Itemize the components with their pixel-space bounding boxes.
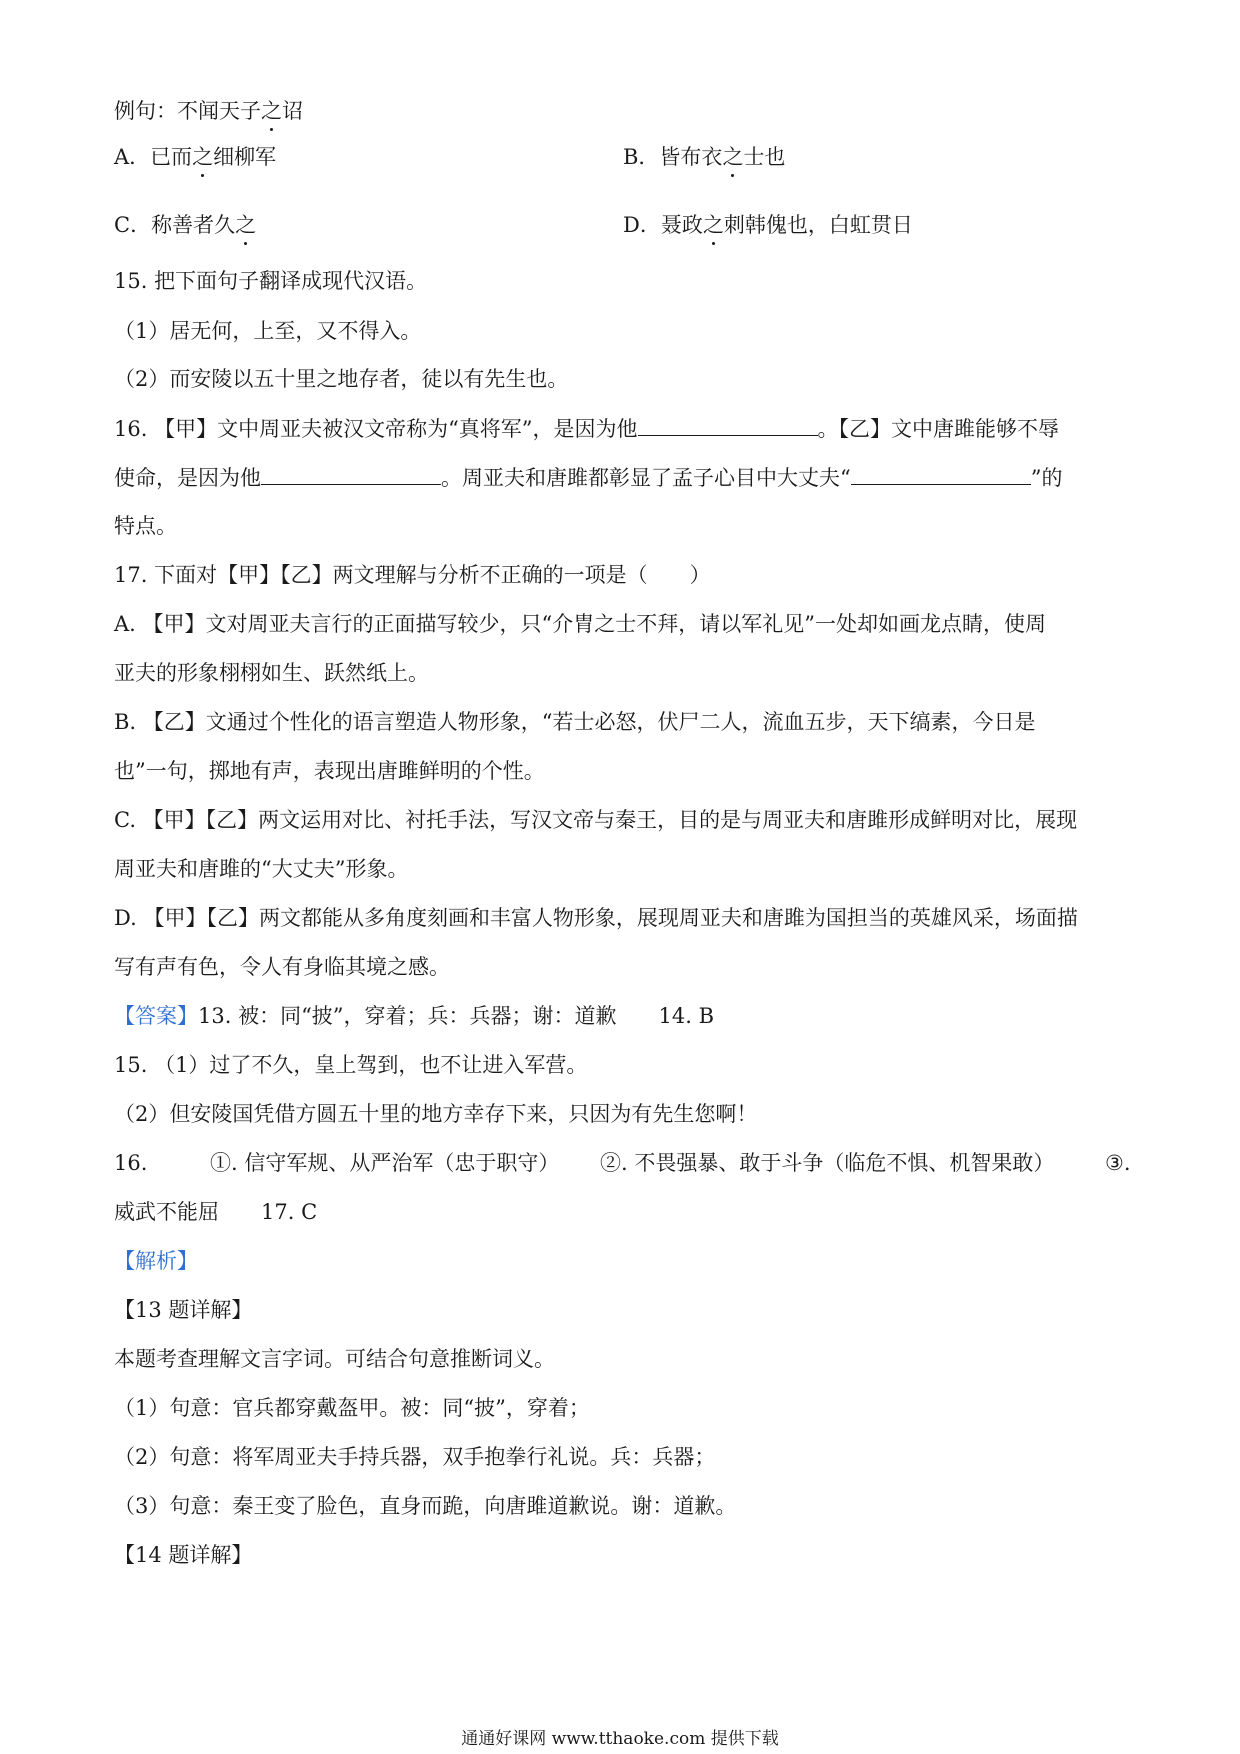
q16-line-3: 特点。	[114, 514, 177, 538]
answer-15-1: 15. （1）过了不久，皇上驾到，也不让进入军营。	[114, 1053, 588, 1077]
q16-line-2: 使命，是因为他 。周亚夫和唐雎都彰显了孟子心目中大丈夫“ ”的	[114, 462, 1062, 493]
option-a: A．已而之细柳军	[114, 142, 276, 172]
answer-blank-1[interactable]	[638, 413, 818, 436]
q17-option-a-1: A. 【甲】文对周亚夫言行的正面描写较少，只“介胄之士不拜，请以军礼见”一处却如画龙点睛，使周	[114, 612, 1046, 636]
q15-title: 15. 把下面句子翻译成现代汉语。	[114, 269, 428, 293]
answer-15-2: （2）但安陵国凭借方圆五十里的地方幸存下来，只因为有先生您啊！	[114, 1102, 758, 1126]
answer-line: 【答案】13. 被：同“披”，穿着；兵：兵器；谢：道歉 14. B	[114, 1004, 715, 1028]
q15-sentence-2: （2）而安陵以五十里之地存者，徒以有先生也。	[114, 367, 569, 391]
answer-blank-2[interactable]	[261, 462, 441, 485]
answer-16-part-1: ①. 信守军规、从严治军（忠于职守）	[210, 1151, 560, 1175]
analysis-heading-13: 【13 题详解】	[114, 1298, 253, 1322]
analysis-para-2: （1）句意：官兵都穿戴盔甲。被：同“披”，穿着；	[114, 1396, 590, 1420]
option-d: D．聂政之刺韩傀也，白虹贯日	[623, 210, 913, 240]
answer-16-num: 16.	[114, 1151, 148, 1175]
answer-16-part-2: ②. 不畏强暴、敢于斗争（临危不惧、机智果敢）	[600, 1151, 1055, 1175]
answer-16-part-3: ③.	[1105, 1151, 1131, 1175]
answer-label: 【答案】	[114, 1004, 198, 1028]
q15-sentence-1: （1）居无何，上至，又不得入。	[114, 319, 422, 343]
footer-watermark: 通通好课网 www.tthaoke.com 提供下载	[461, 1729, 779, 1749]
q17-title: 17. 下面对【甲】【乙】两文理解与分析不正确的一项是（ ）	[114, 563, 711, 587]
example-sentence: 例句：不闻天子之诏	[114, 96, 303, 126]
q17-option-b-1: B. 【乙】文通过个性化的语言塑造人物形象，“若士必怒，伏尸二人，流血五步，天下缟素，今日是	[114, 710, 1036, 734]
q17-option-d-1: D. 【甲】【乙】两文都能从多角度刻画和丰富人物形象，展现周亚夫和唐雎为国担当的英雄风采，场面描	[114, 906, 1078, 930]
analysis-para-1: 本题考查理解文言字词。可结合句意推断词义。	[114, 1347, 555, 1371]
analysis-para-3: （2）句意：将军周亚夫手持兵器，双手抱拳行礼说。兵：兵器；	[114, 1445, 716, 1469]
option-c: C．称善者久之	[114, 210, 256, 240]
analysis-label: 【解析】	[114, 1249, 198, 1273]
q17-option-c-2: 周亚夫和唐雎的“大丈夫”形象。	[114, 857, 409, 881]
answer-blank-3[interactable]	[851, 462, 1031, 485]
answer-16-17: 威武不能屈 17. C	[114, 1200, 318, 1224]
q17-option-c-1: C. 【甲】【乙】两文运用对比、衬托手法，写汉文帝与秦王，目的是与周亚夫和唐雎形成鲜明对比，展现	[114, 808, 1078, 832]
option-b: B．皆布衣之士也	[623, 142, 785, 172]
q16-line-1: 16. 【甲】文中周亚夫被汉文帝称为“真将军”，是因为他 。【乙】文中唐雎能够不辱	[114, 413, 1059, 444]
analysis-para-4: （3）句意：秦王变了脸色，直身而跪，向唐雎道歉说。谢：道歉。	[114, 1494, 737, 1518]
q17-option-a-2: 亚夫的形象栩栩如生、跃然纸上。	[114, 661, 429, 685]
analysis-heading-14: 【14 题详解】	[114, 1543, 253, 1567]
q17-option-d-2: 写有声有色，令人有身临其境之感。	[114, 955, 450, 979]
q17-option-b-2: 也”一句，掷地有声，表现出唐雎鲜明的个性。	[114, 759, 545, 783]
